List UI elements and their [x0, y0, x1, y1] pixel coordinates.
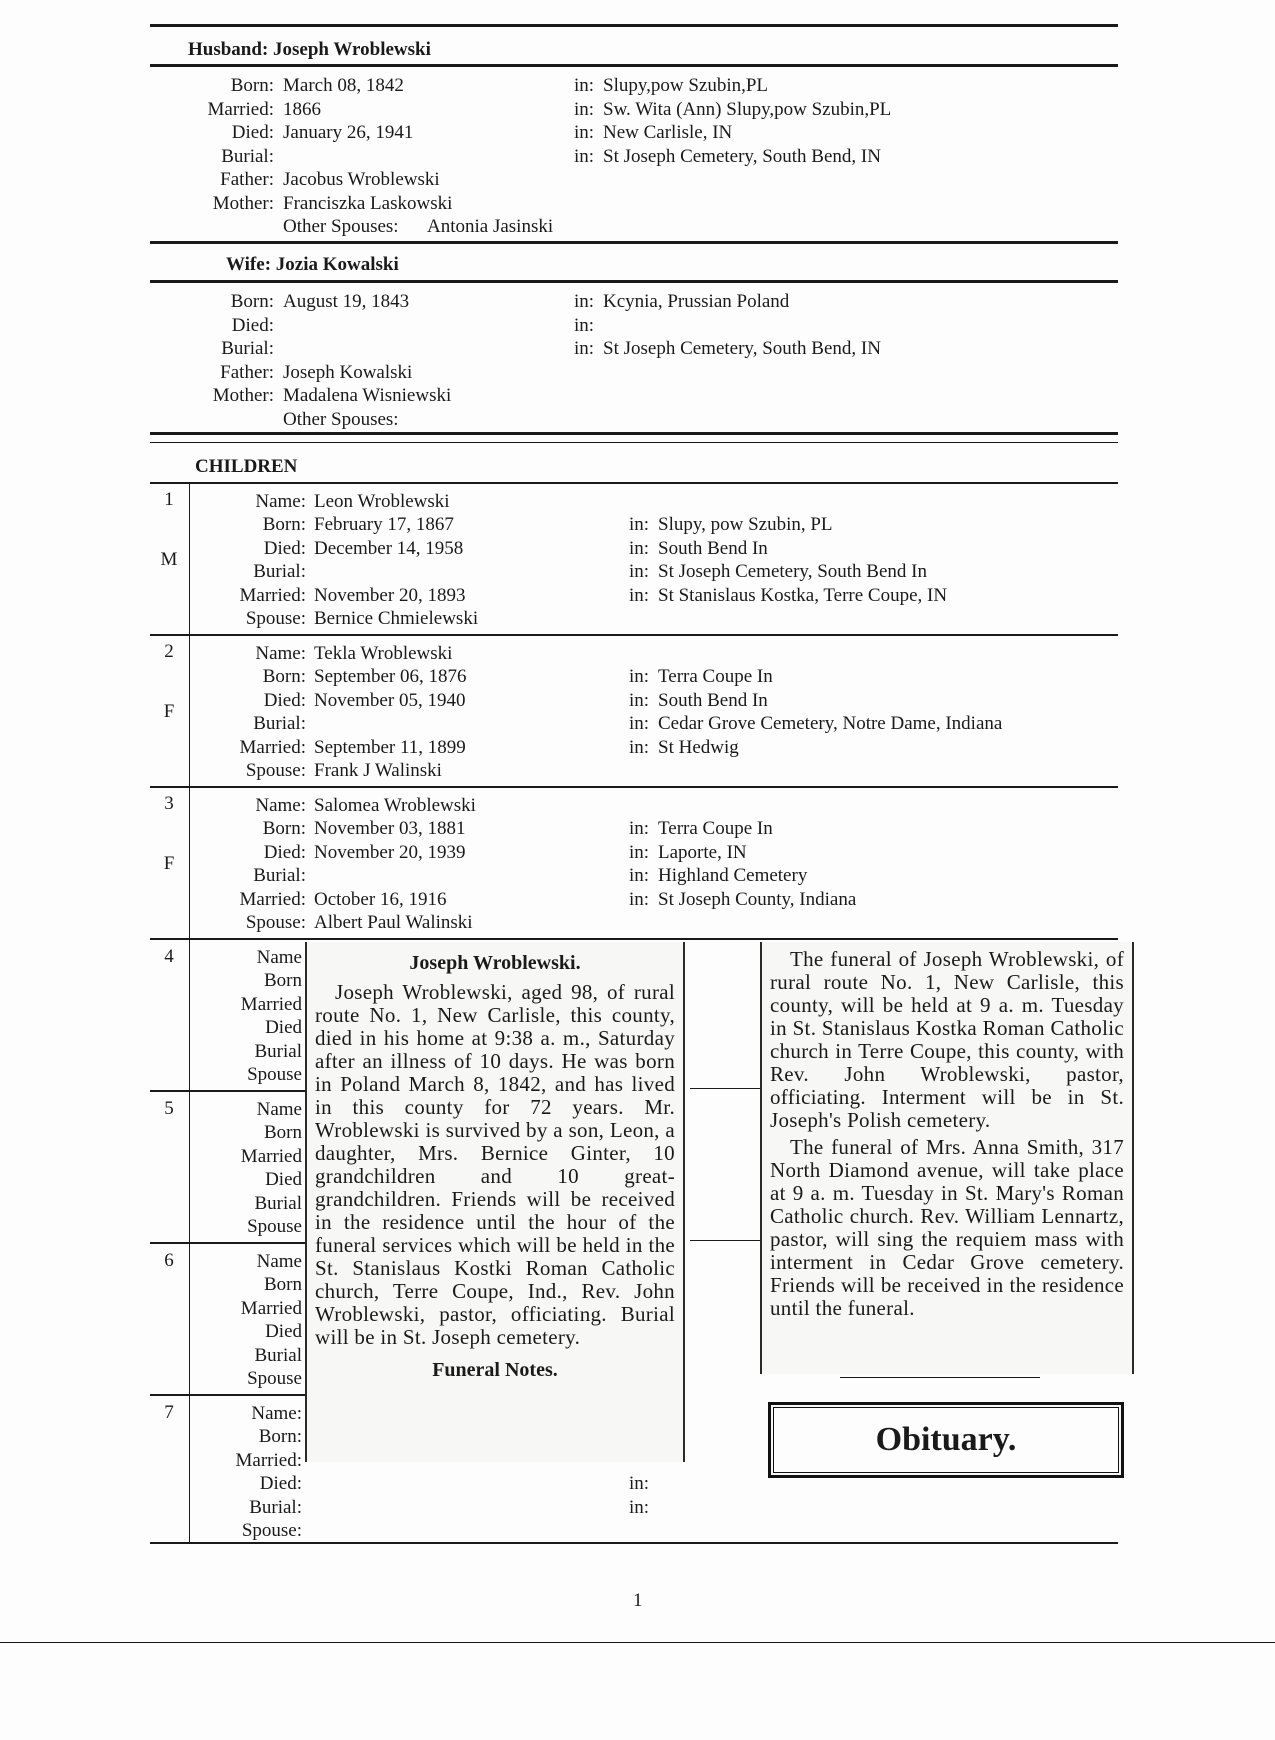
child-field-value: September 11, 1899	[314, 737, 466, 758]
child-field-label: Died:	[263, 842, 306, 863]
child-field-value: February 17, 1867	[314, 514, 454, 535]
child-number: 1	[164, 489, 174, 510]
child-field-label: Burial:	[253, 865, 306, 886]
page-bottom-edge	[0, 1642, 1275, 1643]
child-in-label: in:	[629, 1497, 650, 1518]
child-field-label: Burial:	[249, 1497, 302, 1518]
child-place-value: Slupy, pow Szubin, PL	[658, 514, 833, 535]
wife-field-label: Born:	[230, 291, 274, 312]
child-place-value: St Joseph County, Indiana	[658, 889, 857, 910]
child-place-value: Cedar Grove Cemetery, Notre Dame, Indiana	[658, 713, 1003, 734]
child-sex: F	[163, 853, 175, 874]
husband-in-label: in:	[574, 75, 595, 96]
husband-header-rule	[150, 64, 1118, 67]
child-field-label: Spouse:	[245, 760, 306, 781]
clipping-divider	[840, 1377, 1040, 1378]
husband-field-label: Born:	[230, 75, 274, 96]
child-number: 2	[164, 641, 174, 662]
child-in-label: in:	[629, 713, 650, 734]
child-separator-rule	[150, 786, 1118, 788]
husband-place-value: St Joseph Cemetery, South Bend, IN	[603, 146, 881, 167]
child-field-value: Bernice Chmielewski	[314, 608, 479, 629]
husband-in-label: in:	[574, 122, 595, 143]
child-field-value: Tekla Wroblewski	[314, 643, 453, 664]
child-in-label: in:	[629, 889, 650, 910]
child-field-value: September 06, 1876	[314, 666, 467, 687]
husband-other-spouses-label: Other Spouses:	[283, 216, 399, 237]
child-number: 7	[164, 1402, 174, 1423]
husband-top-rule	[150, 24, 1118, 27]
wife-place-value: Kcynia, Prussian Poland	[603, 291, 790, 312]
child-field-label: Spouse:	[241, 1520, 302, 1541]
child-in-label: in:	[629, 690, 650, 711]
funeral-notes-clipping	[760, 942, 1134, 1374]
child-separator-rule	[690, 1088, 760, 1089]
wife-top-rule	[150, 241, 1118, 244]
funeral-notes-heading: Funeral Notes.	[432, 1359, 558, 1381]
wife-field-value: Joseph Kowalski	[283, 362, 413, 383]
husband-header: Husband: Joseph Wroblewski	[188, 39, 431, 60]
child-field-label: Burial	[254, 1041, 302, 1062]
husband-field-value: Jacobus Wroblewski	[283, 169, 440, 190]
husband-field-value: January 26, 1941	[283, 122, 414, 143]
child-field-value: Frank J Walinski	[314, 760, 442, 781]
child-field-label: Married:	[239, 585, 306, 606]
wife-header-rule	[150, 280, 1118, 283]
child-field-value: Albert Paul Walinski	[314, 912, 473, 933]
child-field-label: Born	[264, 970, 302, 991]
wife-header: Wife: Jozia Kowalski	[226, 254, 399, 275]
child-place-value: Highland Cemetery	[658, 865, 808, 886]
child-in-label: in:	[629, 561, 650, 582]
child-field-label: Burial	[254, 1345, 302, 1366]
wife-place-value: St Joseph Cemetery, South Bend, IN	[603, 338, 881, 359]
husband-field-value: 1866	[283, 99, 321, 120]
child-field-label: Burial:	[253, 561, 306, 582]
husband-field-label: Died:	[231, 122, 274, 143]
children-top-rule	[150, 432, 1118, 435]
wife-in-label: in:	[574, 338, 595, 359]
wife-field-value: Madalena Wisniewski	[283, 385, 452, 406]
child-field-label: Born:	[262, 514, 306, 535]
funeral-note-joseph: The funeral of Joseph Wroblewski, of rural route No. 1, New Carlisle, this county, will be held at 9 a. m. Tuesday in St. Stanislaus Kostka Roman Catholic church in Terre Coupe, this county, with Rev. John Wroblewski, pastor, officiating. Interment will be in St. Joseph's Polish cemetery.	[770, 947, 1124, 1132]
child-in-label: in:	[629, 842, 650, 863]
child-place-value: Terra Coupe In	[658, 818, 773, 839]
child-in-label: in:	[629, 737, 650, 758]
child-field-value: November 05, 1940	[314, 690, 466, 711]
child-separator-rule	[150, 1394, 310, 1396]
wife-field-value: August 19, 1843	[283, 291, 410, 312]
child-field-label: Married	[240, 1146, 302, 1167]
husband-place-value: Sw. Wita (Ann) Slupy,pow Szubin,PL	[603, 99, 892, 120]
child-field-label: Name:	[255, 491, 306, 512]
child-field-label: Name:	[255, 795, 306, 816]
child-place-value: St Stanislaus Kostka, Terre Coupe, IN	[658, 585, 948, 606]
child-field-label: Died:	[259, 1473, 302, 1494]
children-header-rule	[150, 482, 1118, 484]
child-field-label: Married:	[239, 737, 306, 758]
child-field-label: Born	[264, 1122, 302, 1143]
wife-field-label: Father:	[220, 362, 274, 383]
child-field-label: Born:	[258, 1426, 302, 1447]
child-in-label: in:	[629, 818, 650, 839]
child-field-value: November 03, 1881	[314, 818, 466, 839]
child-field-value: November 20, 1893	[314, 585, 466, 606]
child-field-label: Spouse:	[245, 912, 306, 933]
child-separator-rule	[690, 1240, 760, 1241]
children-header: CHILDREN	[195, 456, 298, 477]
wife-in-label: in:	[574, 291, 595, 312]
child-in-label: in:	[629, 514, 650, 535]
child-field-label: Name:	[255, 643, 306, 664]
child-field-label: Married	[240, 1298, 302, 1319]
husband-place-value: New Carlisle, IN	[603, 122, 733, 143]
child-in-label: in:	[629, 538, 650, 559]
obituary-clipping-joseph	[305, 942, 685, 1462]
husband-field-label: Burial:	[221, 146, 274, 167]
child-in-label: in:	[629, 1473, 650, 1494]
child-field-value: November 20, 1939	[314, 842, 466, 863]
child-place-value: South Bend In	[658, 538, 768, 559]
child-field-label: Name	[256, 1251, 302, 1272]
child-in-label: in:	[629, 585, 650, 606]
child-field-value: Leon Wroblewski	[314, 491, 450, 512]
child-separator-rule	[150, 1242, 310, 1244]
child-field-label: Name	[256, 1099, 302, 1120]
wife-field-label: Mother:	[212, 385, 274, 406]
husband-in-label: in:	[574, 99, 595, 120]
husband-field-value: March 08, 1842	[283, 75, 404, 96]
children-bottom-rule	[150, 1542, 1118, 1544]
clipping-body: Joseph Wroblewski, aged 98, of rural route No. 1, New Carlisle, this county, died in his home at 9:38 a. m., Saturday after an illness of 10 days. He was born in Poland March 8, 1842, and has lived in this county for 72 years. Mr. Wroblewski is survived by a son, Leon, a daughter, Mrs. Bernice Ginter, 10 grandchildren and 10 great-grandchildren. Friends will be received in the residence until the hour of the funeral services which will be held in the St. Stanislaus Kostki Roman Catholic church, Terre Coupe, Ind., Rev. John Wroblewski, pastor, officiating. Burial will be in St. Joseph cemetery.	[315, 980, 675, 1349]
page-number: 1	[633, 1590, 643, 1611]
husband-place-value: Slupy,pow Szubin,PL	[603, 75, 769, 96]
children-top-rule-thin	[150, 442, 1118, 443]
child-place-value: Laporte, IN	[658, 842, 747, 863]
child-field-value: December 14, 1958	[314, 538, 464, 559]
child-field-label: Died	[265, 1017, 302, 1038]
child-separator-rule	[150, 1090, 310, 1092]
child-field-label: Died:	[263, 690, 306, 711]
child-field-label: Burial	[254, 1193, 302, 1214]
obituary-heading-box: Obituary.	[768, 1402, 1124, 1478]
child-number: 3	[164, 793, 174, 814]
child-field-label: Spouse	[247, 1064, 302, 1085]
child-field-label: Married:	[235, 1450, 302, 1471]
child-field-label: Name	[256, 947, 302, 968]
wife-field-label: Died:	[231, 315, 274, 336]
husband-in-label: in:	[574, 146, 595, 167]
child-place-value: South Bend In	[658, 690, 768, 711]
clipping-title: Joseph Wroblewski.	[409, 952, 581, 974]
child-place-value: Terra Coupe In	[658, 666, 773, 687]
child-separator-rule	[150, 938, 1118, 940]
child-field-label: Married:	[239, 889, 306, 910]
child-field-label: Born	[264, 1274, 302, 1295]
wife-other-spouses-label: Other Spouses:	[283, 409, 399, 430]
child-field-label: Born:	[262, 666, 306, 687]
child-field-label: Died	[265, 1169, 302, 1190]
funeral-note-anna-smith: The funeral of Mrs. Anna Smith, 317 North Diamond avenue, will take place at 9 a. m. Tuesday in St. Mary's Roman Catholic church. Rev. William Lennartz, pastor, will sing the requiem mass with interment in Cedar Grove cemetery. Friends will be received in the residence until the funeral.	[770, 1135, 1124, 1320]
child-field-label: Married	[240, 994, 302, 1015]
child-field-label: Born:	[262, 818, 306, 839]
husband-field-label: Mother:	[212, 193, 274, 214]
child-field-label: Died:	[263, 538, 306, 559]
child-field-value: October 16, 1916	[314, 889, 447, 910]
child-in-label: in:	[629, 666, 650, 687]
child-place-value: St Hedwig	[658, 737, 739, 758]
husband-field-label: Married:	[207, 99, 274, 120]
child-separator-rule	[150, 634, 1118, 636]
husband-field-value: Franciszka Laskowski	[283, 193, 453, 214]
child-field-label: Name:	[251, 1403, 302, 1424]
child-field-label: Spouse	[247, 1368, 302, 1389]
child-field-label: Burial:	[253, 713, 306, 734]
child-place-value: St Joseph Cemetery, South Bend In	[658, 561, 927, 582]
child-field-label: Spouse:	[245, 608, 306, 629]
husband-other-spouses-value: Antonia Jasinski	[427, 216, 554, 237]
husband-field-label: Father:	[220, 169, 274, 190]
child-field-value: Salomea Wroblewski	[314, 795, 476, 816]
wife-field-label: Burial:	[221, 338, 274, 359]
child-in-label: in:	[629, 865, 650, 886]
child-number: 4	[164, 946, 174, 967]
child-field-label: Spouse	[247, 1216, 302, 1237]
child-number: 5	[164, 1098, 174, 1119]
wife-in-label: in:	[574, 315, 595, 336]
child-sex: M	[160, 549, 178, 570]
child-sex: F	[163, 701, 175, 722]
child-field-label: Died	[265, 1321, 302, 1342]
child-number: 6	[164, 1250, 174, 1271]
